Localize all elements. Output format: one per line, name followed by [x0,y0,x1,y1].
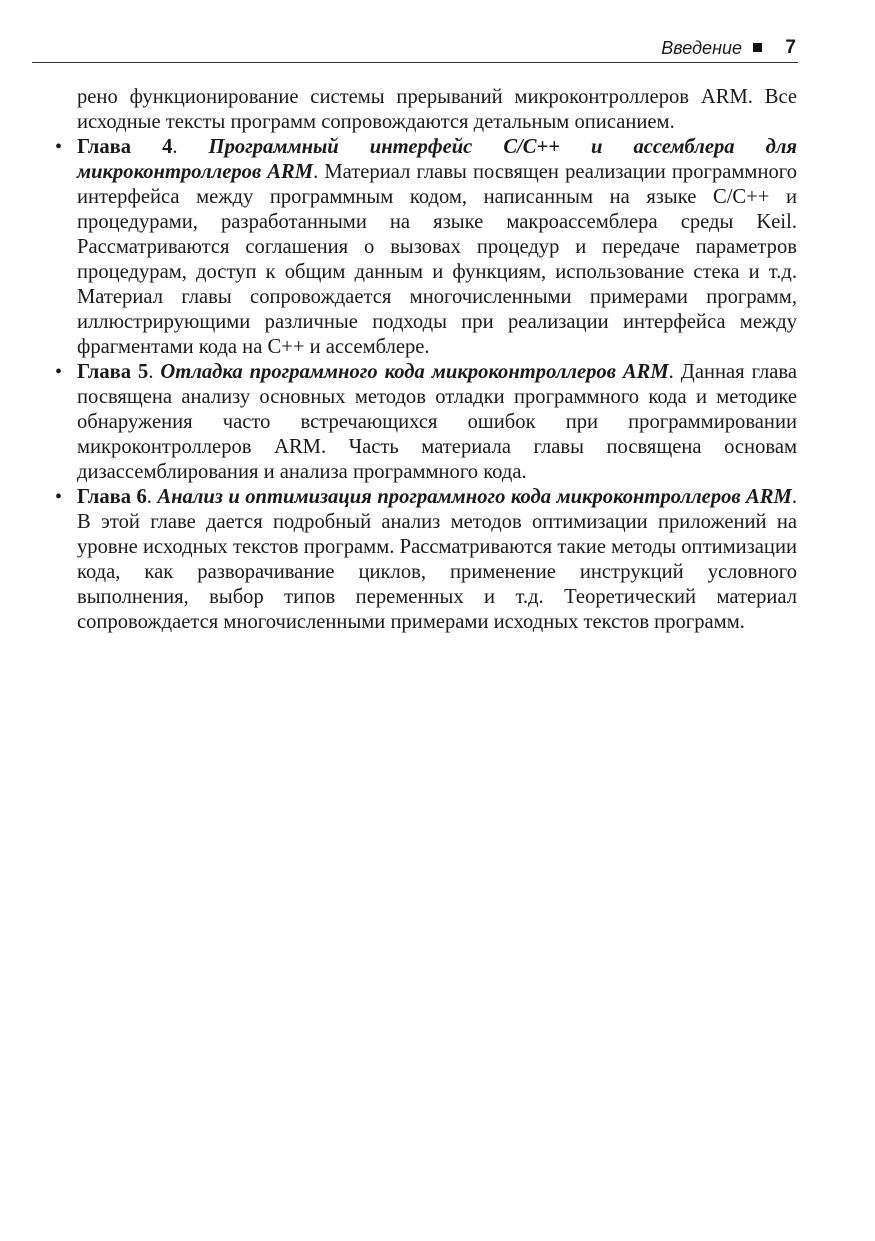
chapter-title: Анализ и оптимизация программного кода микроконтроллеров ARM [157,486,792,508]
chapter-item-6: • Глава 6. Анализ и оптимизация программного кода микроконтроллеров ARM. В этой главе дается подробный анализ методов оптимизации приложений на уровне исходных текстов программ. Рассматриваются такие методы оптимизации кода, как разворачивание циклов, применение инструкций условного выполнения, выбор типов переменных и т.д. Теоретический материал сопровождается многочисленными примерами исходных текстов программ. [55,486,797,633]
bullet-icon: • [55,361,63,383]
chapter-description: Материал главы посвящен реализации программного интерфейса между программным кодом, написанным на языке C/C++ и процедурами, разработанными на языке макроассемблера среды Keil. Рассматриваются соглашения о вызовах процедур и передаче параметров процедурам, доступ к общим данным и функциям, использование стека и т.д. Материал главы сопровождается многочисленными примерами программ, иллюстрирующими различные подходы при реализации интерфейса между фрагментами кода на C++ и ассемблере. [77,161,797,358]
bullet-icon: • [55,486,63,508]
chapter-description: Данная глава посвящена анализу основных методов отладки программного кода и методике обнаружения часто встречающихся ошибок при программировании микроконтроллеров ARM. Часть материала главы посвящена основам дизассемблирования и анализа программного кода. [77,361,797,483]
page-body [55,85,798,635]
chapter-label: Глава 6 [77,486,147,508]
chapter-label: Глава 4 [77,136,173,158]
chapter-title: Программный интерфейс C/C++ и ассемблера для микроконтроллеров ARM [77,136,798,183]
chapter-item-4: • Глава 4. Программный интерфейс C/C++ и ассемблера для микроконтроллеров ARM. Материал главы посвящен реализации программного интерфейса между программным кодом, написанным на языке C/C++ и процедурами, разработанными на языке макроассемблера среды Keil. Рассматриваются соглашения о вызовах процедур и передаче параметров процедурам, доступ к общим данным и функциям, использование стека и т.д. Материал главы сопровождается многочисленными примерами программ, иллюстрирующими различные подходы при реализации интерфейса между фрагментами кода на C++ и ассемблере. [55,136,798,358]
chapter-title: Отладка программного кода микроконтроллеров ARM [160,361,669,383]
section-title: Введение [661,38,742,58]
chapter-list [55,135,798,635]
chapter-item-5: • Глава 5. Отладка программного кода микроконтроллеров ARM. Данная глава посвящена анализу основных методов отладки программного кода и методике обнаружения часто встречающихся ошибок при программировании микроконтроллеров ARM. Часть материала главы посвящена основам дизассемблирования и анализа программного кода. [55,361,797,483]
page-number: 7 [785,37,796,58]
chapter-description: В этой главе дается подробный анализ методов оптимизации приложений на уровне исходных текстов программ. Рассматриваются такие методы оптимизации кода, как разворачивание циклов, применение инструкций условного выполнения, выбор типов переменных и т.д. Теоретический материал сопровождается многочисленными примерами исходных текстов программ. [77,511,797,633]
header-square-icon [753,43,762,52]
chapter-label: Глава 5 [77,361,149,383]
bullet-icon: • [55,136,63,158]
intro-paragraph: рено функционирование системы прерываний микроконтроллеров ARM. Все исходные тексты программ сопровождаются детальным описанием. [77,86,797,133]
running-header [32,36,798,63]
